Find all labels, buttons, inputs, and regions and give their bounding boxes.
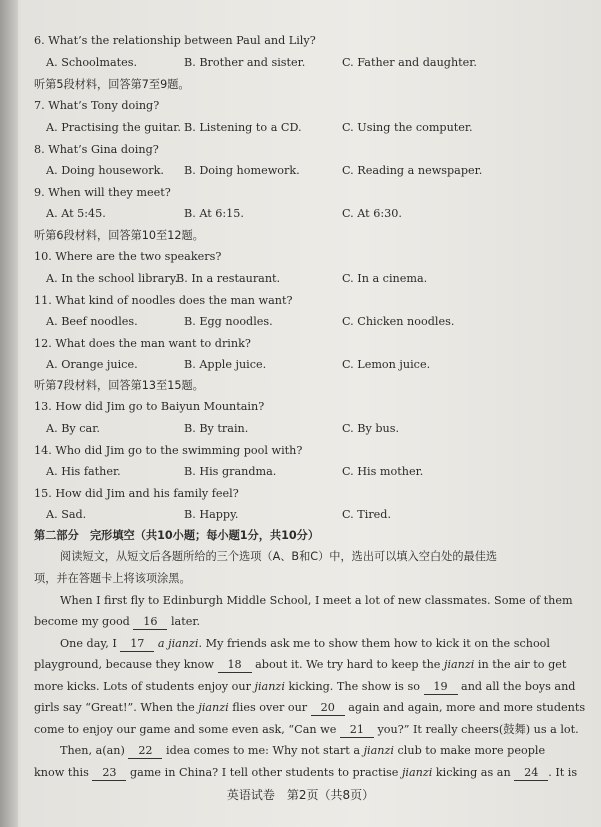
q15-option-c: C. Tired. (342, 508, 391, 521)
q7-option-c: C. Using the computer. (342, 121, 473, 134)
blank-18: 18 (218, 658, 252, 673)
passage-line-4: playground, because they know 18 about it. We try hard to keep the jianzi in the air to get (34, 658, 567, 671)
binding-edge (0, 0, 18, 827)
blank-22: 22 (128, 744, 162, 759)
passage-line-8: Then, a(an) 22 idea comes to me: Why not start a jianzi club to make more people (60, 744, 546, 757)
blank-23: 23 (92, 766, 126, 781)
section-heading-5: 听第5段材料，回答第7至9题。 (34, 78, 190, 91)
blank-24: 24 (514, 766, 548, 781)
question-7: 7. What’s Tony doing? (34, 99, 160, 112)
page-footer: 英语试卷 第2页（共8页） (226, 788, 375, 802)
q6-option-b: B. Brother and sister. (184, 56, 306, 69)
q11-option-b: B. Egg noodles. (184, 315, 273, 328)
q10-option-b: B. In a restaurant. (176, 272, 281, 285)
blank-20: 20 (311, 701, 345, 716)
q14-option-a: A. His father. (46, 465, 121, 478)
q13-option-a: A. By car. (46, 422, 100, 435)
question-10: 10. Where are the two speakers? (34, 250, 222, 263)
q9-option-c: C. At 6:30. (342, 207, 402, 220)
section-heading-7: 听第7段材料，回答第13至15题。 (34, 379, 204, 392)
q13-option-c: C. By bus. (342, 422, 400, 435)
q12-option-b: B. Apple juice. (184, 358, 267, 371)
section-heading-6: 听第6段材料，回答第10至12题。 (34, 229, 204, 242)
question-12: 12. What does the man want to drink? (34, 337, 251, 350)
q13-option-b: B. By train. (184, 422, 249, 435)
q12-option-a: A. Orange juice. (46, 358, 138, 371)
question-8: 8. What’s Gina doing? (34, 143, 159, 156)
q9-option-a: A. At 5:45. (46, 207, 106, 220)
q11-option-a: A. Beef noodles. (46, 315, 138, 328)
passage-line-5: more kicks. Lots of students enjoy our jianzi kicking. The show is so 19 and all the boys and (34, 680, 576, 693)
q7-option-a: A. Practising the guitar. (46, 121, 181, 134)
q6-option-c: C. Father and daughter. (342, 56, 477, 69)
question-11: 11. What kind of noodles does the man want? (34, 294, 293, 307)
part-two-instruction-line1: 阅读短文，从短文后各题所给的三个选项（A、B和C）中，选出可以填入空白处的最佳选 (60, 550, 498, 563)
q11-option-c: C. Chicken noodles. (342, 315, 455, 328)
blank-17: 17 (120, 637, 154, 652)
blank-19: 19 (424, 680, 458, 695)
passage-line-3: One day, I 17 a jianzi. My friends ask me to show them how to kick it on the school (60, 637, 550, 650)
q8-option-a: A. Doing housework. (46, 164, 164, 177)
q14-option-c: C. His mother. (342, 465, 424, 478)
part-two-heading: 第二部分 完形填空（共10小题；每小题1分，共10分） (34, 529, 320, 542)
q14-option-b: B. His grandma. (184, 465, 277, 478)
q15-option-a: A. Sad. (46, 508, 87, 521)
question-15: 15. How did Jim and his family feel? (34, 487, 239, 500)
q8-option-b: B. Doing homework. (184, 164, 300, 177)
blank-16: 16 (133, 615, 167, 630)
q7-option-b: B. Listening to a CD. (184, 121, 302, 134)
part-two-instruction-line2: 项，并在答题卡上将该项涂黑。 (34, 572, 191, 585)
q9-option-b: B. At 6:15. (184, 207, 244, 220)
passage-line-2: become my good 16 later. (34, 615, 201, 628)
question-14: 14. Who did Jim go to the swimming pool with? (34, 444, 303, 457)
q12-option-c: C. Lemon juice. (342, 358, 431, 371)
passage-line-9: know this 23 game in China? I tell other students to practise jianzi kicking as an 24 . It is (34, 766, 578, 779)
question-13: 13. How did Jim go to Baiyun Mountain? (34, 400, 265, 413)
q10-option-a: A. In the school library. (46, 272, 179, 285)
q10-option-c: C. In a cinema. (342, 272, 428, 285)
q8-option-c: C. Reading a newspaper. (342, 164, 483, 177)
q6-option-a: A. Schoolmates. (46, 56, 138, 69)
passage-line-6: girls say “Great!”. When the jianzi flies over our 20 again and again, more and more students (34, 701, 586, 714)
question-6: 6. What’s the relationship between Paul and Lily? (34, 34, 316, 47)
blank-21: 21 (340, 723, 374, 738)
question-9: 9. When will they meet? (34, 186, 171, 199)
passage-line-1: When I first fly to Edinburgh Middle School, I meet a lot of new classmates. Some of them (60, 594, 573, 607)
q15-option-b: B. Happy. (184, 508, 239, 521)
passage-line-7: come to enjoy our game and some even ask, “Can we 21 you?” It really cheers(鼓舞) us a lot. (34, 723, 579, 736)
